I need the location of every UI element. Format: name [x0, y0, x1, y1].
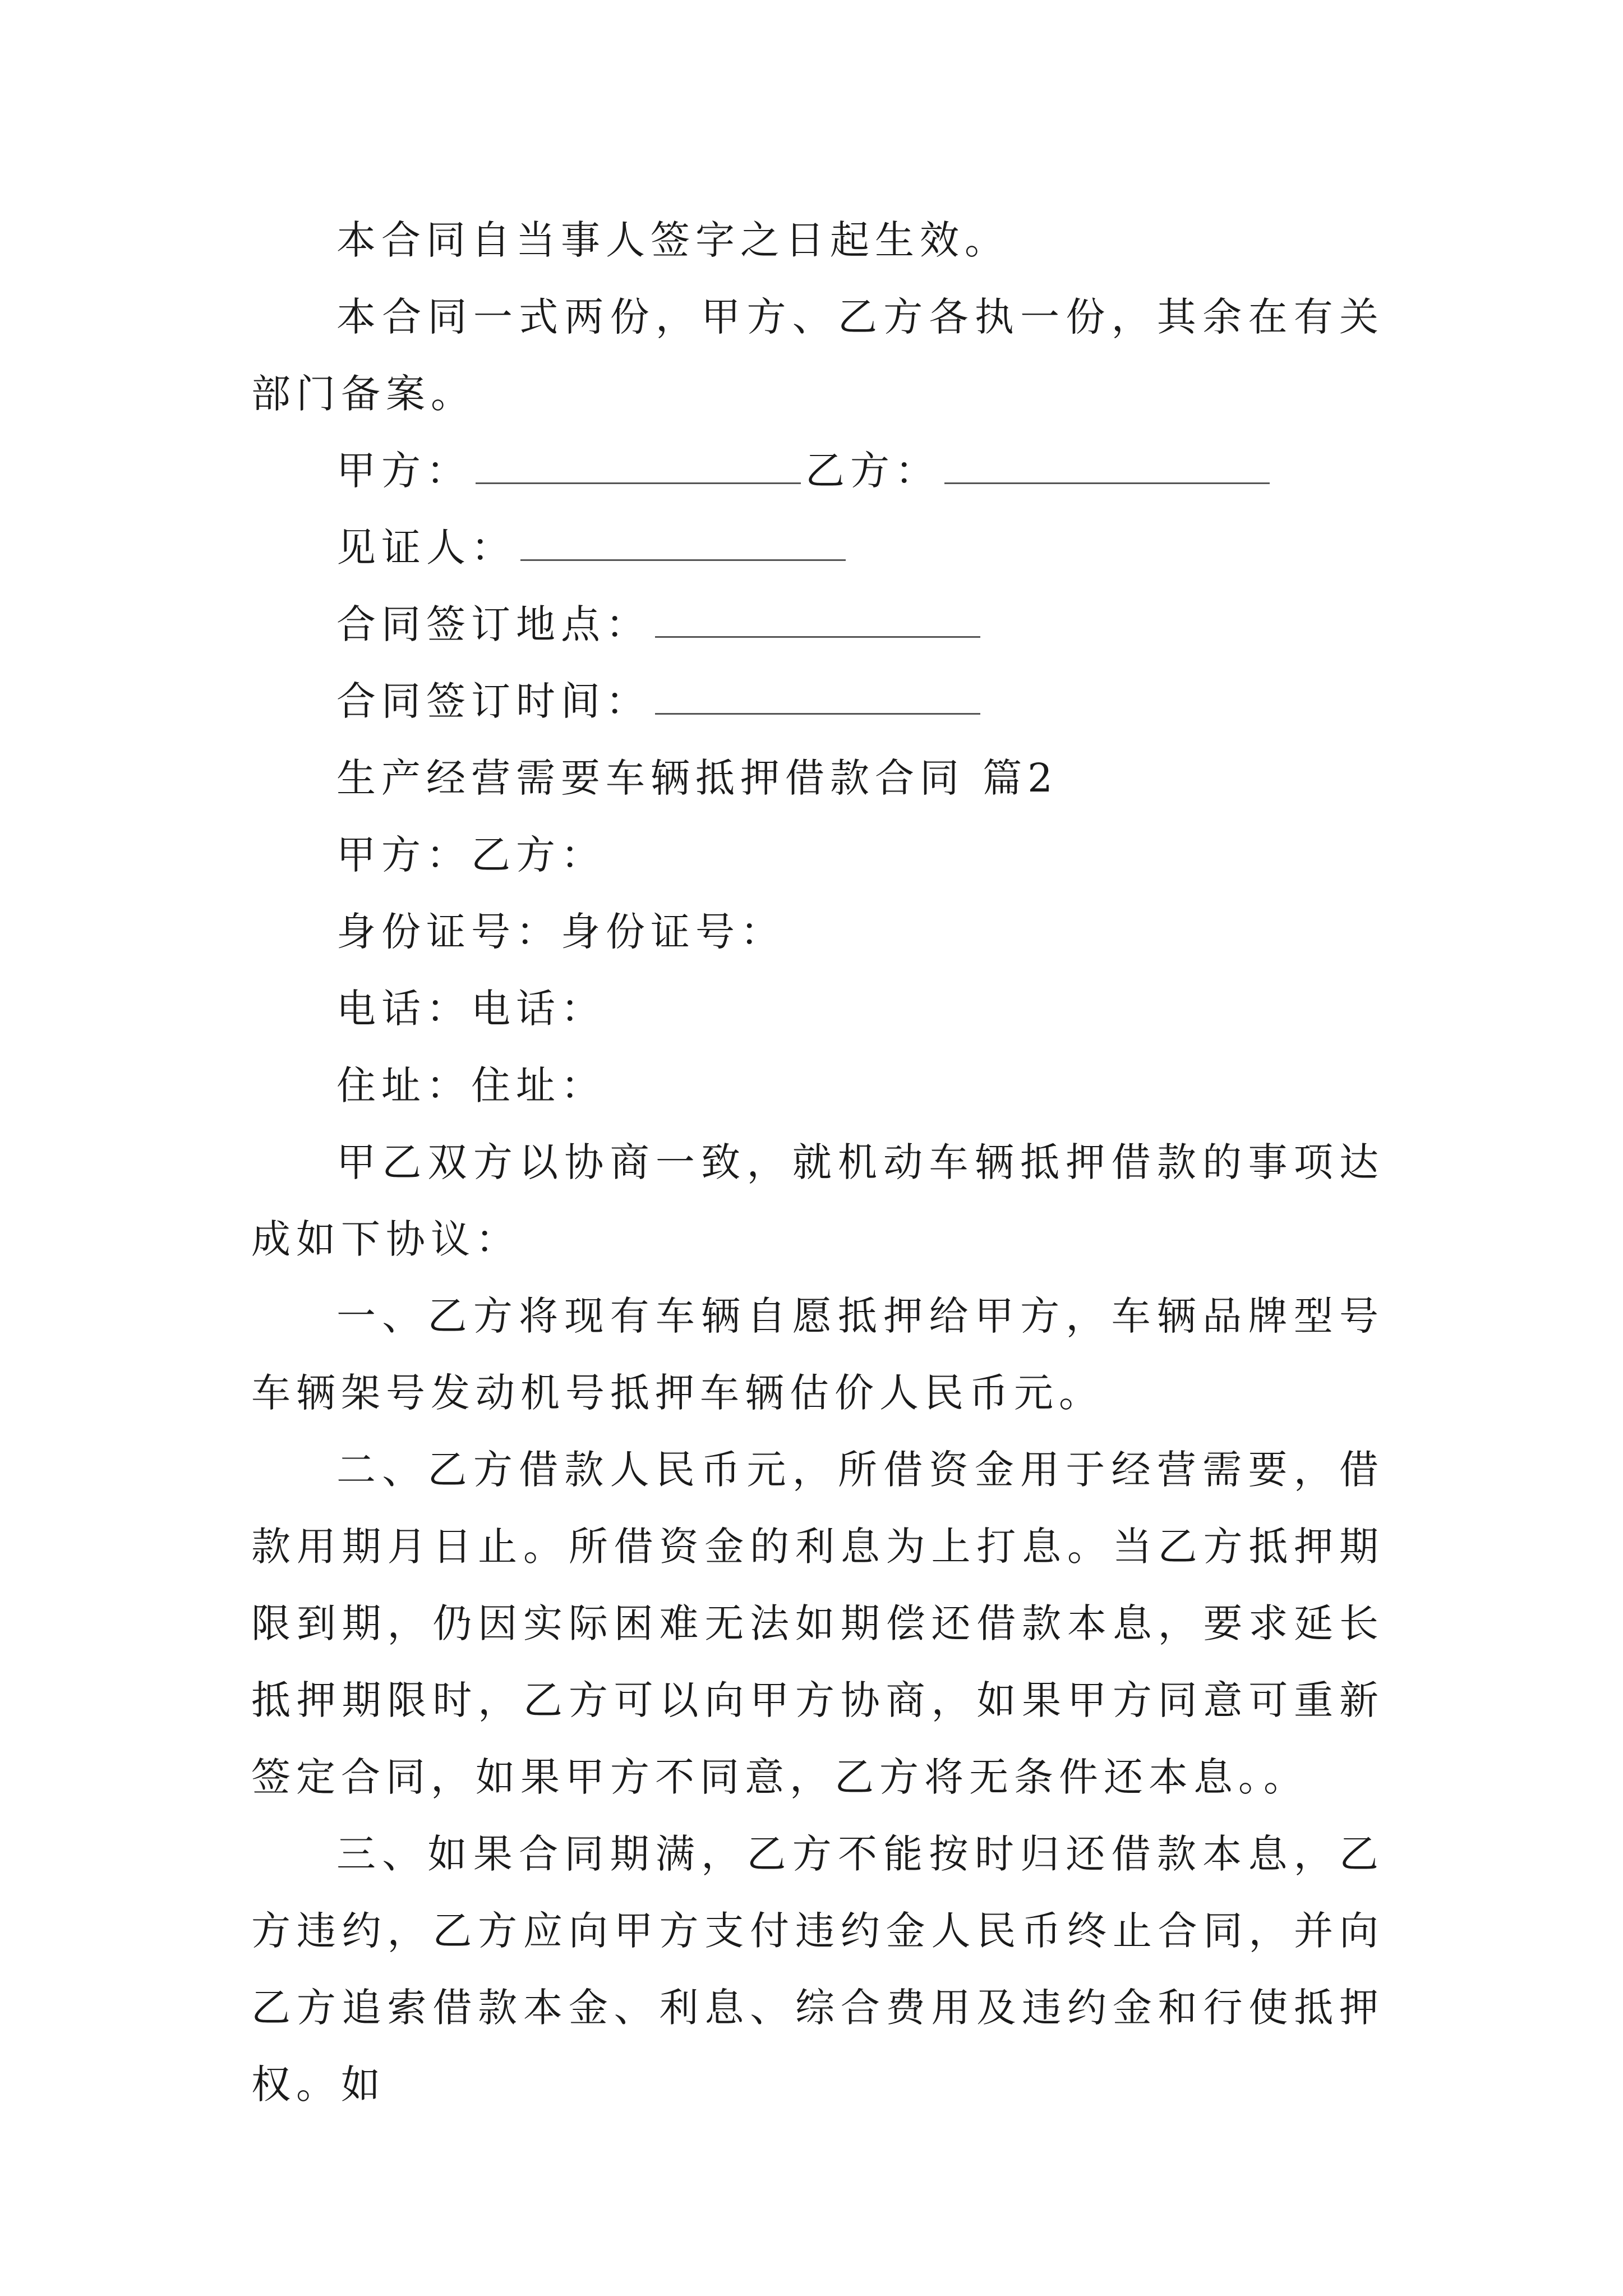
address-line: 住址：住址：: [336, 1062, 606, 1108]
id-number-line: 身份证号：身份证号：: [336, 909, 785, 955]
signing-place-label: 合同签订地点：: [336, 601, 651, 647]
clause-1: 一、乙方将现有车辆自愿抵押给甲方，车辆品牌型号车辆架号发动机号抵押车辆估价人民币元。: [251, 1293, 1384, 1416]
signing-time-blank: [655, 669, 980, 715]
party-b-label: 乙方：: [805, 448, 940, 494]
phone-line: 电话：电话：: [336, 986, 606, 1032]
party-a-label: 甲方：: [336, 448, 471, 494]
parties-line: 甲方：乙方：: [336, 832, 606, 878]
party-a-signature-blank: [476, 439, 801, 484]
party-b-signature-blank: [944, 439, 1270, 484]
signing-time-label: 合同签订时间：: [336, 678, 651, 724]
witness-label: 见证人：: [336, 524, 516, 570]
clause-3: 三、如果合同期满，乙方不能按时归还借款本息，乙方违约，乙方应向甲方支付违约金人民币终止合同，并向乙方追索借款本金、利息、综合费用及违约金和行使抵押权。如: [251, 1831, 1384, 2108]
section-title: 生产经营需要车辆抵押借款合同 篇2: [336, 755, 1058, 801]
signature-line-witness: [251, 509, 1384, 586]
signing-place-blank: [655, 592, 980, 638]
paragraph-intro: 甲乙双方以协商一致，就机动车辆抵押借款的事项达成如下协议：: [251, 1139, 1384, 1262]
signature-line-place: [251, 586, 1384, 663]
document-body: [251, 202, 1384, 2123]
clause-2: 二、乙方借款人民币元，所借资金用于经营需要，借款用期月日止。所借资金的利息为上打息。当乙方抵押期限到期，仍因实际困难无法如期偿还借款本息，要求延长抵押期限时，乙方可以向甲方协商，如果甲方同意可重新签定合同，如果甲方不同意，乙方将无条件还本息。。: [251, 1447, 1384, 1800]
paragraph-copies: 本合同一式两份，甲方、乙方各执一份，其余在有关部门备案。: [251, 294, 1384, 417]
witness-signature-blank: [520, 516, 846, 561]
signature-line-parties: [251, 432, 1384, 509]
paragraph-effective-date: 本合同自当事人签字之日起生效。: [336, 217, 1009, 263]
signature-line-time: [251, 663, 1384, 740]
